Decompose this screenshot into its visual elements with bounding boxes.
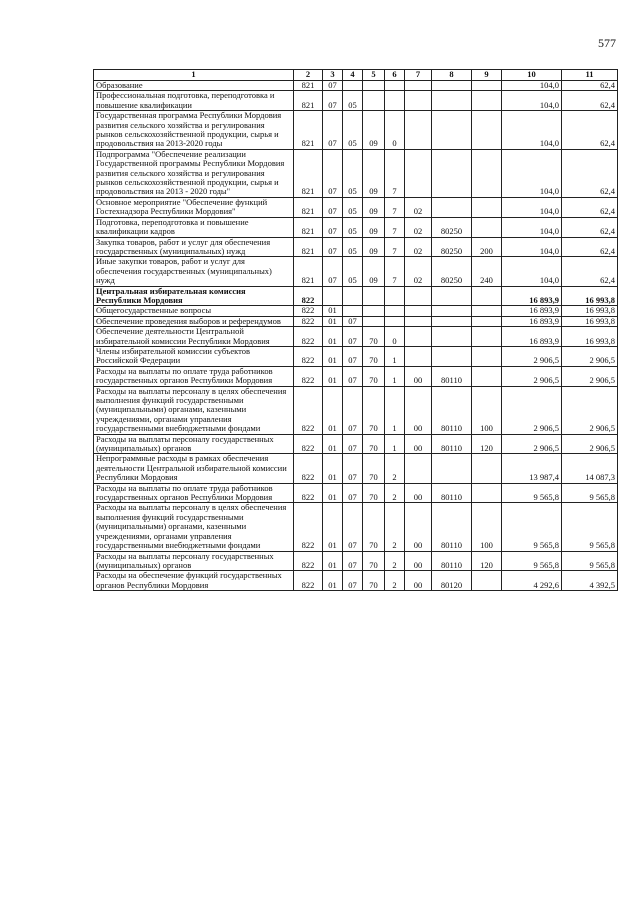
cell-row-name: Расходы на выплаты персоналу государственных (муниципальных) органов: [94, 434, 294, 454]
cell-amount-col10: 9 565,8: [502, 551, 562, 571]
cell-program-code: [363, 91, 385, 111]
cell-subsection-code: 07: [343, 454, 363, 483]
table-row: [94, 454, 618, 483]
cell-direction-code: 80110: [432, 386, 472, 434]
cell-section-code: 07: [323, 111, 343, 150]
cell-subprogram-code: 2: [385, 571, 405, 591]
cell-subsection-code: 05: [343, 237, 363, 257]
cell-section-code: 07: [323, 257, 343, 286]
cell-amount-col11: 62,4: [562, 257, 618, 286]
cell-expense-type-code: 200: [472, 237, 502, 257]
cell-subsection-code: 07: [343, 483, 363, 503]
cell-direction-code: [432, 346, 472, 366]
cell-direction-code: [432, 197, 472, 217]
cell-subprogram-code: 7: [385, 217, 405, 237]
cell-program-code: 70: [363, 386, 385, 434]
cell-expense-type-code: [472, 91, 502, 111]
cell-amount-col10: 16 893,9: [502, 286, 562, 306]
cell-expense-type-code: 240: [472, 257, 502, 286]
cell-section-code: 01: [323, 503, 343, 551]
table-row: [94, 571, 618, 591]
cell-subsection-code: 07: [343, 434, 363, 454]
cell-activity-code: [405, 306, 432, 316]
cell-amount-col10: 16 893,9: [502, 327, 562, 347]
table-row: [94, 237, 618, 257]
cell-program-code: 70: [363, 434, 385, 454]
cell-direction-code: 80110: [432, 551, 472, 571]
cell-subsection-code: [343, 306, 363, 316]
cell-ministry-code: 822: [294, 286, 323, 306]
cell-amount-col11: 62,4: [562, 81, 618, 91]
cell-row-name: Расходы на обеспечение функций государственных органов Республики Мордовия: [94, 571, 294, 591]
cell-expense-type-code: 120: [472, 551, 502, 571]
cell-subprogram-code: 0: [385, 111, 405, 150]
cell-subsection-code: 05: [343, 149, 363, 197]
cell-amount-col10: 9 565,8: [502, 483, 562, 503]
table-row: [94, 149, 618, 197]
cell-program-code: 70: [363, 571, 385, 591]
cell-amount-col10: 4 292,6: [502, 571, 562, 591]
cell-subprogram-code: [385, 316, 405, 326]
cell-ministry-code: 822: [294, 571, 323, 591]
cell-row-name: Образование: [94, 81, 294, 91]
cell-ministry-code: 821: [294, 237, 323, 257]
cell-expense-type-code: [472, 483, 502, 503]
cell-amount-col11: 2 906,5: [562, 366, 618, 386]
cell-expense-type-code: [472, 346, 502, 366]
cell-amount-col10: 2 906,5: [502, 346, 562, 366]
cell-amount-col11: 9 565,8: [562, 551, 618, 571]
cell-amount-col10: 2 906,5: [502, 366, 562, 386]
cell-amount-col11: 62,4: [562, 149, 618, 197]
column-header: 4: [343, 70, 363, 81]
cell-activity-code: 02: [405, 257, 432, 286]
cell-program-code: 09: [363, 257, 385, 286]
cell-row-name: Обеспечение деятельности Центральной избирательной комиссии Республики Мордовия: [94, 327, 294, 347]
cell-expense-type-code: [472, 454, 502, 483]
table-row: [94, 286, 618, 306]
table-row: [94, 551, 618, 571]
cell-amount-col11: 62,4: [562, 197, 618, 217]
cell-amount-col11: 62,4: [562, 111, 618, 150]
cell-row-name: Государственная программа Республики Мордовия развития сельского хозяйства и регулирования рынков сельскохозяйственной продукции, сырья и продовольствия на 2013-2020 годы: [94, 111, 294, 150]
table-row: [94, 217, 618, 237]
cell-subprogram-code: 7: [385, 149, 405, 197]
cell-subprogram-code: 7: [385, 197, 405, 217]
cell-amount-col10: 104,0: [502, 217, 562, 237]
cell-direction-code: [432, 306, 472, 316]
cell-activity-code: [405, 346, 432, 366]
cell-section-code: 01: [323, 306, 343, 316]
cell-subprogram-code: [385, 91, 405, 111]
cell-subprogram-code: 2: [385, 503, 405, 551]
cell-activity-code: [405, 327, 432, 347]
cell-section-code: 01: [323, 454, 343, 483]
cell-ministry-code: 821: [294, 149, 323, 197]
cell-program-code: 09: [363, 111, 385, 150]
cell-row-name: Закупка товаров, работ и услуг для обеспечения государственных (муниципальных) нужд: [94, 237, 294, 257]
table-row: [94, 386, 618, 434]
cell-activity-code: 02: [405, 217, 432, 237]
cell-section-code: 07: [323, 91, 343, 111]
cell-ministry-code: 822: [294, 503, 323, 551]
cell-subsection-code: [343, 286, 363, 306]
cell-direction-code: 80110: [432, 434, 472, 454]
table-header-row: [94, 70, 618, 81]
cell-subsection-code: 05: [343, 217, 363, 237]
cell-row-name: Непрограммные расходы в рамках обеспечения деятельности Центральной избирательной комиссии Республики Мордовия: [94, 454, 294, 483]
column-header: 2: [294, 70, 323, 81]
cell-amount-col10: 104,0: [502, 237, 562, 257]
cell-section-code: 01: [323, 327, 343, 347]
cell-activity-code: [405, 81, 432, 91]
cell-section-code: [323, 286, 343, 306]
column-header: 5: [363, 70, 385, 81]
page-number: 577: [598, 36, 616, 50]
cell-ministry-code: 822: [294, 483, 323, 503]
cell-activity-code: 00: [405, 434, 432, 454]
cell-row-name: Основное мероприятие "Обеспечение функций Гостехнадзора Республики Мордовия": [94, 197, 294, 217]
cell-subprogram-code: 1: [385, 386, 405, 434]
cell-expense-type-code: [472, 571, 502, 591]
cell-amount-col11: 2 906,5: [562, 386, 618, 434]
cell-amount-col11: 16 993,8: [562, 327, 618, 347]
table-row: [94, 434, 618, 454]
table-row: [94, 111, 618, 150]
cell-program-code: 70: [363, 454, 385, 483]
cell-ministry-code: 822: [294, 346, 323, 366]
cell-direction-code: 80110: [432, 483, 472, 503]
cell-expense-type-code: 100: [472, 386, 502, 434]
cell-subsection-code: 05: [343, 111, 363, 150]
cell-row-name: Подпрограмма "Обеспечение реализации Государственной программы Республики Мордовия развития сельского хозяйства и регулирования рынков сельскохозяйственной продукции, сырья и продовольствия на 2013 - 2020 годы": [94, 149, 294, 197]
column-header: 10: [502, 70, 562, 81]
cell-direction-code: 80250: [432, 217, 472, 237]
cell-section-code: 01: [323, 386, 343, 434]
cell-section-code: 07: [323, 81, 343, 91]
cell-activity-code: 00: [405, 483, 432, 503]
table-row: [94, 81, 618, 91]
cell-expense-type-code: 100: [472, 503, 502, 551]
cell-amount-col10: 16 893,9: [502, 306, 562, 316]
cell-ministry-code: 822: [294, 327, 323, 347]
cell-program-code: [363, 81, 385, 91]
cell-expense-type-code: [472, 81, 502, 91]
table-row: [94, 197, 618, 217]
cell-subprogram-code: [385, 306, 405, 316]
cell-subsection-code: 07: [343, 503, 363, 551]
cell-row-name: Расходы на выплаты по оплате труда работников государственных органов Республики Мордовия: [94, 483, 294, 503]
cell-direction-code: [432, 91, 472, 111]
cell-program-code: 70: [363, 366, 385, 386]
cell-program-code: [363, 286, 385, 306]
cell-activity-code: [405, 91, 432, 111]
cell-subsection-code: [343, 81, 363, 91]
cell-subprogram-code: 7: [385, 237, 405, 257]
cell-section-code: 07: [323, 237, 343, 257]
cell-section-code: 01: [323, 434, 343, 454]
cell-row-name: Члены избирательной комиссии субъектов Российской Федерации: [94, 346, 294, 366]
cell-subprogram-code: [385, 286, 405, 306]
cell-activity-code: 00: [405, 571, 432, 591]
cell-amount-col10: 104,0: [502, 197, 562, 217]
cell-row-name: Общегосударственные вопросы: [94, 306, 294, 316]
cell-row-name: Профессиональная подготовка, переподготовка и повышение квалификации: [94, 91, 294, 111]
cell-amount-col11: 62,4: [562, 237, 618, 257]
cell-program-code: 70: [363, 503, 385, 551]
cell-activity-code: 02: [405, 237, 432, 257]
cell-amount-col10: 16 893,9: [502, 316, 562, 326]
table-row: [94, 483, 618, 503]
cell-section-code: 01: [323, 551, 343, 571]
cell-section-code: 01: [323, 316, 343, 326]
cell-amount-col11: 16 993,8: [562, 306, 618, 316]
cell-subsection-code: 05: [343, 197, 363, 217]
cell-direction-code: [432, 316, 472, 326]
cell-ministry-code: 821: [294, 217, 323, 237]
table-row: [94, 316, 618, 326]
cell-activity-code: 02: [405, 197, 432, 217]
table-row: [94, 366, 618, 386]
cell-direction-code: 80110: [432, 366, 472, 386]
cell-ministry-code: 822: [294, 434, 323, 454]
cell-amount-col11: 4 392,5: [562, 571, 618, 591]
cell-row-name: Подготовка, переподготовка и повышение квалификации кадров: [94, 217, 294, 237]
cell-amount-col11: 16 993,8: [562, 286, 618, 306]
cell-subprogram-code: 7: [385, 257, 405, 286]
cell-expense-type-code: [472, 149, 502, 197]
cell-amount-col11: 9 565,8: [562, 483, 618, 503]
cell-program-code: 09: [363, 217, 385, 237]
cell-subsection-code: 07: [343, 327, 363, 347]
cell-amount-col11: 2 906,5: [562, 434, 618, 454]
cell-activity-code: [405, 316, 432, 326]
cell-program-code: [363, 306, 385, 316]
cell-direction-code: [432, 286, 472, 306]
cell-subprogram-code: 2: [385, 483, 405, 503]
cell-expense-type-code: [472, 306, 502, 316]
cell-subprogram-code: 2: [385, 454, 405, 483]
cell-ministry-code: 821: [294, 257, 323, 286]
cell-amount-col11: 9 565,8: [562, 503, 618, 551]
cell-amount-col10: 104,0: [502, 257, 562, 286]
cell-ministry-code: 822: [294, 306, 323, 316]
cell-program-code: 09: [363, 197, 385, 217]
table-row: [94, 503, 618, 551]
cell-activity-code: 00: [405, 386, 432, 434]
cell-row-name: Обеспечение проведения выборов и референдумов: [94, 316, 294, 326]
cell-program-code: 70: [363, 327, 385, 347]
column-header: 3: [323, 70, 343, 81]
cell-section-code: 07: [323, 197, 343, 217]
table-row: [94, 306, 618, 316]
cell-program-code: 09: [363, 149, 385, 197]
cell-activity-code: 00: [405, 551, 432, 571]
cell-section-code: 01: [323, 366, 343, 386]
table-row: [94, 327, 618, 347]
cell-activity-code: [405, 454, 432, 483]
cell-program-code: 09: [363, 237, 385, 257]
cell-row-name: Иные закупки товаров, работ и услуг для обеспечения государственных (муниципальных) нужд: [94, 257, 294, 286]
cell-activity-code: [405, 149, 432, 197]
cell-subsection-code: 07: [343, 551, 363, 571]
cell-expense-type-code: [472, 316, 502, 326]
cell-ministry-code: 821: [294, 91, 323, 111]
cell-ministry-code: 822: [294, 454, 323, 483]
column-header: 8: [432, 70, 472, 81]
cell-row-name: Расходы на выплаты персоналу в целях обеспечения выполнения функций государственными (муниципальными) органами, казенными учреждениями, органами управления государственными внебюджетными фондами: [94, 386, 294, 434]
cell-subsection-code: 07: [343, 316, 363, 326]
cell-amount-col11: 62,4: [562, 91, 618, 111]
cell-ministry-code: 822: [294, 366, 323, 386]
cell-expense-type-code: [472, 286, 502, 306]
cell-subsection-code: 07: [343, 346, 363, 366]
cell-expense-type-code: 120: [472, 434, 502, 454]
cell-row-name: Расходы на выплаты персоналу государственных (муниципальных) органов: [94, 551, 294, 571]
cell-program-code: [363, 316, 385, 326]
cell-ministry-code: 821: [294, 81, 323, 91]
cell-section-code: 01: [323, 346, 343, 366]
cell-amount-col10: 104,0: [502, 81, 562, 91]
cell-program-code: 70: [363, 551, 385, 571]
cell-amount-col10: 9 565,8: [502, 503, 562, 551]
cell-activity-code: 00: [405, 366, 432, 386]
cell-section-code: 01: [323, 571, 343, 591]
cell-amount-col10: 104,0: [502, 111, 562, 150]
cell-amount-col11: 2 906,5: [562, 346, 618, 366]
cell-direction-code: 80120: [432, 571, 472, 591]
budget-table: [93, 69, 618, 591]
cell-ministry-code: 822: [294, 551, 323, 571]
table-body: [94, 81, 618, 591]
cell-ministry-code: 822: [294, 316, 323, 326]
cell-activity-code: [405, 286, 432, 306]
column-header: 7: [405, 70, 432, 81]
cell-amount-col10: 104,0: [502, 149, 562, 197]
cell-section-code: 07: [323, 149, 343, 197]
cell-subsection-code: 07: [343, 366, 363, 386]
cell-ministry-code: 821: [294, 111, 323, 150]
cell-subprogram-code: 1: [385, 346, 405, 366]
cell-program-code: 70: [363, 346, 385, 366]
cell-direction-code: 80250: [432, 237, 472, 257]
cell-subprogram-code: 1: [385, 366, 405, 386]
cell-amount-col11: 16 993,8: [562, 316, 618, 326]
cell-activity-code: [405, 111, 432, 150]
cell-row-name: Расходы на выплаты по оплате труда работников государственных органов Республики Мордовия: [94, 366, 294, 386]
cell-expense-type-code: [472, 366, 502, 386]
cell-row-name: Центральная избирательная комиссия Республики Мордовия: [94, 286, 294, 306]
cell-subprogram-code: 1: [385, 434, 405, 454]
column-header: 9: [472, 70, 502, 81]
cell-ministry-code: 821: [294, 197, 323, 217]
cell-expense-type-code: [472, 197, 502, 217]
cell-subsection-code: 05: [343, 257, 363, 286]
cell-direction-code: 80250: [432, 257, 472, 286]
cell-subsection-code: 07: [343, 386, 363, 434]
cell-expense-type-code: [472, 217, 502, 237]
cell-direction-code: 80110: [432, 503, 472, 551]
cell-subprogram-code: 0: [385, 327, 405, 347]
cell-ministry-code: 822: [294, 386, 323, 434]
cell-section-code: 01: [323, 483, 343, 503]
cell-amount-col10: 2 906,5: [502, 386, 562, 434]
cell-amount-col11: 14 087,3: [562, 454, 618, 483]
cell-row-name: Расходы на выплаты персоналу в целях обеспечения выполнения функций государственными (муниципальными) органами, казенными учреждениями, органами управления государственными внебюджетными фондами: [94, 503, 294, 551]
cell-subsection-code: 05: [343, 91, 363, 111]
cell-direction-code: [432, 149, 472, 197]
cell-direction-code: [432, 454, 472, 483]
column-header: 6: [385, 70, 405, 81]
cell-program-code: 70: [363, 483, 385, 503]
column-header: 11: [562, 70, 618, 81]
cell-expense-type-code: [472, 327, 502, 347]
table-row: [94, 257, 618, 286]
cell-amount-col10: 13 987,4: [502, 454, 562, 483]
cell-amount-col10: 104,0: [502, 91, 562, 111]
cell-section-code: 07: [323, 217, 343, 237]
table-row: [94, 346, 618, 366]
cell-amount-col11: 62,4: [562, 217, 618, 237]
cell-amount-col10: 2 906,5: [502, 434, 562, 454]
table-row: [94, 91, 618, 111]
cell-subsection-code: 07: [343, 571, 363, 591]
cell-activity-code: 00: [405, 503, 432, 551]
cell-direction-code: [432, 111, 472, 150]
cell-subprogram-code: [385, 81, 405, 91]
cell-direction-code: [432, 327, 472, 347]
cell-direction-code: [432, 81, 472, 91]
cell-expense-type-code: [472, 111, 502, 150]
cell-subprogram-code: 2: [385, 551, 405, 571]
column-header: 1: [94, 70, 294, 81]
